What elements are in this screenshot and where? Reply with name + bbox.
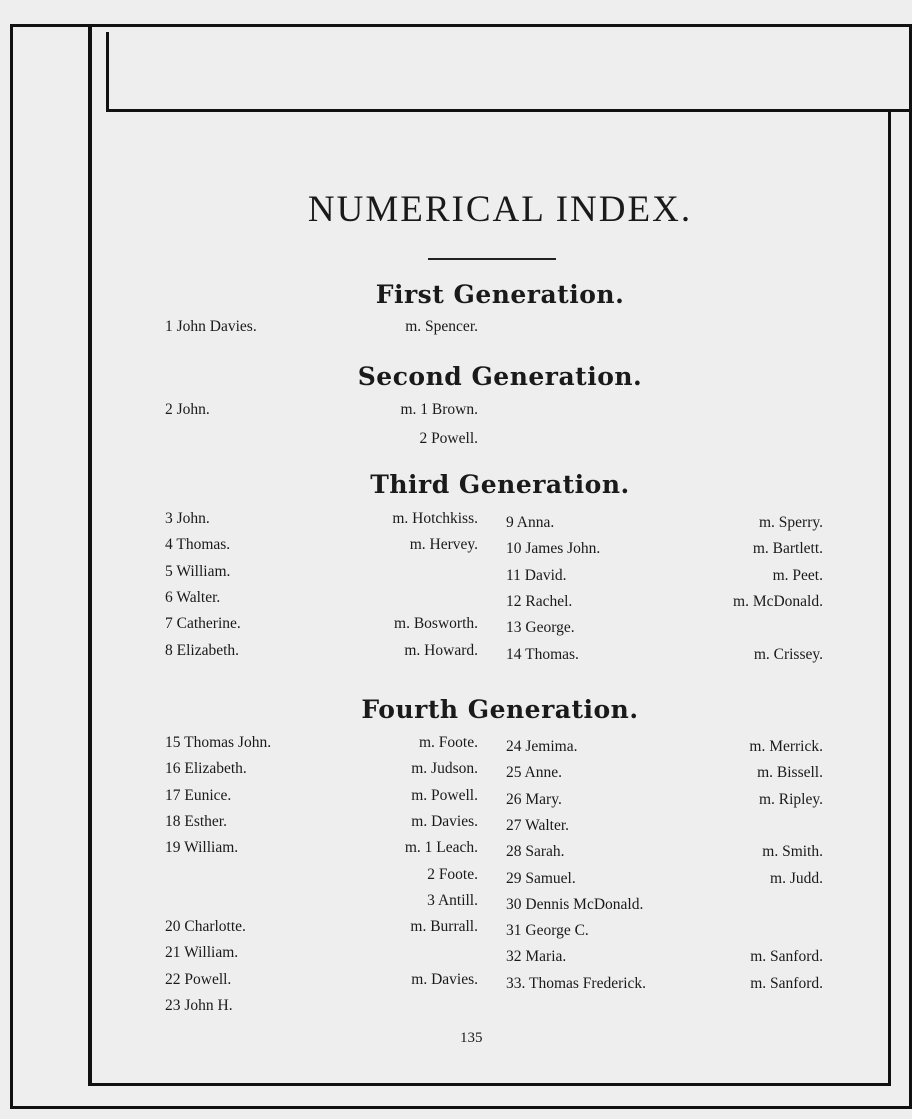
person-entry: 13 George. <box>506 619 575 637</box>
marriage-entry: m. Foote. <box>419 734 478 751</box>
marriage-entry: m. Hervey. <box>409 536 478 554</box>
generation-heading: First Generation. <box>375 280 625 309</box>
marriage-entry: m. Ripley. <box>758 790 823 808</box>
person-entry: 4 Thomas. <box>165 536 231 554</box>
page-border-right-rule <box>888 112 891 1086</box>
marriage-entry: m. Peet. <box>772 566 823 584</box>
marriage-entry: m. Bosworth. <box>394 615 478 633</box>
person-entry: 8 Elizabeth. <box>165 641 240 659</box>
page-number: 135 <box>460 1030 483 1046</box>
person-entry: 9 Anna. <box>506 514 555 531</box>
person-entry: 26 Mary. <box>506 790 562 808</box>
person-entry: 12 Rachel. <box>506 592 573 610</box>
generation-heading: Third Generation. <box>370 470 630 499</box>
person-entry: 27 Walter. <box>506 816 570 834</box>
title-underline <box>428 258 556 260</box>
marriage-entry: m. Judd. <box>770 869 823 887</box>
page-border-bottom-rule <box>88 1083 890 1086</box>
marriage-entry: 2 Foote. <box>427 865 478 883</box>
marriage-entry: m. Burrall. <box>410 918 478 936</box>
marriage-entry: m. Sanford. <box>750 974 823 992</box>
person-entry: 30 Dennis McDonald. <box>506 895 644 913</box>
person-entry: 28 Sarah. <box>506 843 565 861</box>
person-entry: 16 Elizabeth. <box>165 760 247 778</box>
person-entry: 10 James John. <box>506 540 601 558</box>
person-entry: 5 William. <box>165 562 231 580</box>
marriage-entry: m. Powell. <box>411 786 478 804</box>
person-entry: 33. Thomas Frederick. <box>506 974 647 992</box>
marriage-entry: m. Sanford. <box>750 948 823 966</box>
page-title: NUMERICAL INDEX. <box>307 189 693 230</box>
person-entry: 20 Charlotte. <box>165 918 246 936</box>
person-entry: 24 Jemima. <box>506 738 578 755</box>
generation-heading: Fourth Generation. <box>361 695 639 724</box>
marriage-entry: m. 1 Brown. <box>400 401 478 418</box>
marriage-entry: m. Davies. <box>411 970 478 988</box>
person-entry: 25 Anne. <box>506 764 562 782</box>
person-entry: 22 Powell. <box>165 970 232 988</box>
marriage-entry: m. Howard. <box>404 641 478 659</box>
person-entry: 21 William. <box>165 944 239 962</box>
person-entry: 3 John. <box>165 510 210 527</box>
marriage-entry: m. Bartlett. <box>752 540 823 558</box>
person-entry: 29 Samuel. <box>506 869 576 887</box>
marriage-entry: m. Merrick. <box>749 738 823 755</box>
marriage-entry: 2 Powell. <box>419 430 478 447</box>
marriage-entry: m. McDonald. <box>733 592 823 610</box>
person-entry: 31 George C. <box>506 922 589 940</box>
person-entry: 2 John. <box>165 401 210 418</box>
person-entry: 17 Eunice. <box>165 786 232 804</box>
person-entry: 7 Catherine. <box>165 615 241 633</box>
person-entry: 32 Maria. <box>506 948 567 966</box>
person-entry: 15 Thomas John. <box>165 734 272 751</box>
person-entry: 19 William. <box>165 839 239 857</box>
marriage-entry: m. Sperry. <box>759 514 823 531</box>
page-border-vertical-rule <box>88 24 92 1084</box>
marriage-entry: m. Bissell. <box>757 764 823 782</box>
person-entry: 6 Walter. <box>165 588 221 606</box>
person-entry: 14 Thomas. <box>506 645 579 663</box>
marriage-entry: m. Hotchkiss. <box>392 510 478 527</box>
marriage-entry: m. 1 Leach. <box>404 839 478 857</box>
person-entry: 1 John Davies. <box>165 318 257 335</box>
marriage-entry: 3 Antill. <box>427 891 478 909</box>
person-entry: 18 Esther. <box>165 812 227 830</box>
marriage-entry: m. Davies. <box>411 812 478 830</box>
person-entry: 23 John H. <box>165 997 233 1014</box>
generation-heading: Second Generation. <box>357 362 643 391</box>
person-entry: 11 David. <box>506 566 567 584</box>
marriage-entry: m. Crissey. <box>753 645 823 663</box>
page-header-band <box>106 32 912 112</box>
marriage-entry: m. Smith. <box>762 843 823 861</box>
marriage-entry: m. Judson. <box>411 760 478 778</box>
marriage-entry: m. Spencer. <box>405 318 478 335</box>
